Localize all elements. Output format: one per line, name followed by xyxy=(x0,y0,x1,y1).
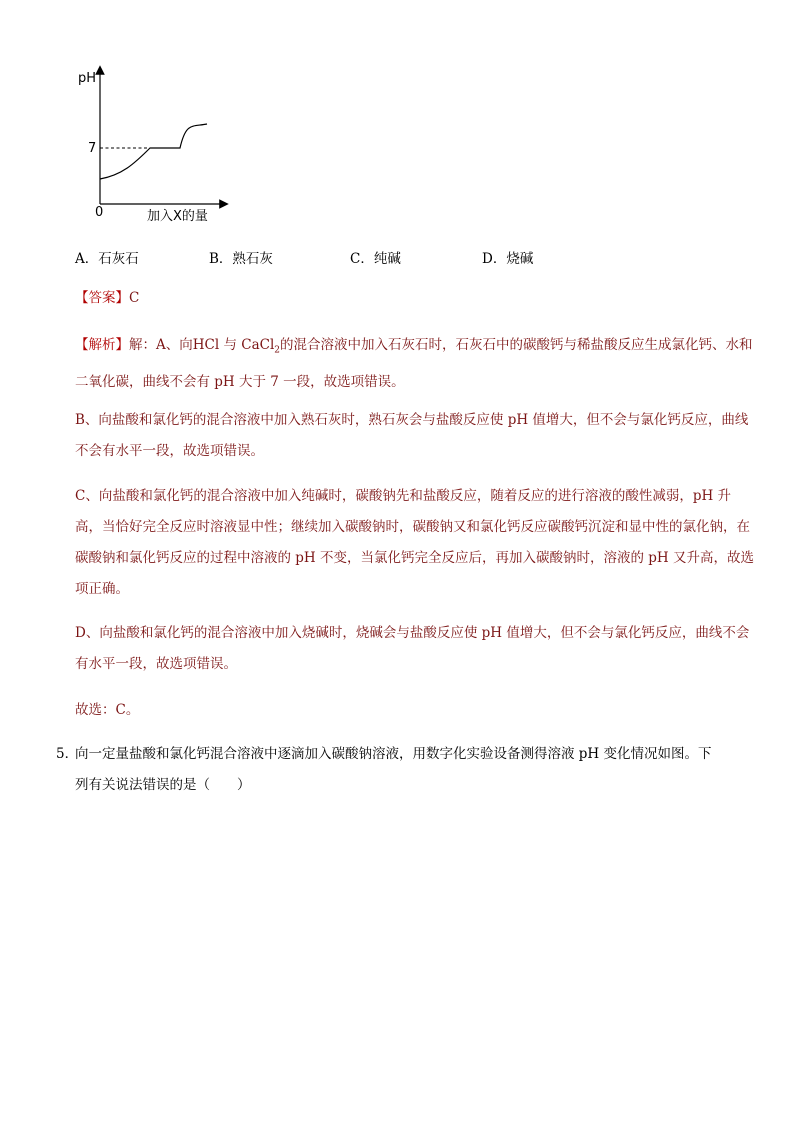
ph-curve xyxy=(100,124,207,179)
answer-line xyxy=(75,283,755,314)
question-5-line-1 xyxy=(56,739,756,770)
analysis-paragraph-c: C、向盐酸和氯化钙的混合溶液中加入纯碱时，碳酸钠先和盐酸反应，随着反应的进行溶液的酸性减弱，pH 升高，当恰好完全反应时溶液显中性；继续加入碳酸钠时，碳酸钠又和氯化钙反应碳酸钙沉淀和显中性的氯化钠，在碳酸钠和氯化钙反应的过程中溶液的 pH 不变，当氯化钙完全反应后，再加入碳酸钠时，溶液的 pH 又升高，故选项正确。 xyxy=(75,488,754,597)
analysis-a-text-2: 的混合溶液中加入石灰石时，石灰石中的碳酸钙与稀盐酸反应生成氯化钙、水和二氧化碳，曲线不会有 pH 大于 7 一段，故选项错误。 xyxy=(75,337,753,390)
ph-chart xyxy=(70,62,230,224)
question-number: 5． xyxy=(56,746,79,762)
answer-options xyxy=(75,247,755,267)
option-a: A．石灰石 xyxy=(75,251,139,267)
option-d: D．烧碱 xyxy=(482,251,534,267)
analysis-a-subscript: 2 xyxy=(274,345,281,356)
question-5-line-2: 列有关说法错误的是（ ） xyxy=(75,777,251,793)
x-axis-label: 加入X的量 xyxy=(147,209,208,224)
y-axis-label: pH xyxy=(78,71,97,86)
analysis-a-text-1: 解：A、向HCl 与 CaCl xyxy=(129,337,275,353)
analysis-label: 【解析】 xyxy=(75,337,129,353)
option-c: C．纯碱 xyxy=(350,251,401,267)
analysis-paragraph-a xyxy=(75,330,755,398)
option-b: B．熟石灰 xyxy=(209,251,273,267)
question-5-text-1: 向一定量盐酸和氯化钙混合溶液中逐滴加入碳酸钠溶液，用数字化实验设备测得溶液 pH 变化情况如图。下 xyxy=(75,746,712,762)
answer-value: C xyxy=(129,290,140,306)
origin-label: 0 xyxy=(95,205,104,220)
ph7-tick-label: 7 xyxy=(88,141,97,156)
analysis-paragraph-d: D、向盐酸和氯化钙的混合溶液中加入烧碱时，烧碱会与盐酸反应使 pH 值增大，但不会与氯化钙反应，曲线不会有水平一段，故选项错误。 xyxy=(75,625,750,672)
analysis-paragraph-b: B、向盐酸和氯化钙的混合溶液中加入熟石灰时，熟石灰会与盐酸反应使 pH 值增大，但不会与氯化钙反应，曲线不会有水平一段，故选项错误。 xyxy=(75,412,749,459)
answer-label: 【答案】 xyxy=(75,290,129,306)
analysis-conclusion: 故选：C。 xyxy=(75,702,140,718)
question-5 xyxy=(56,739,756,801)
